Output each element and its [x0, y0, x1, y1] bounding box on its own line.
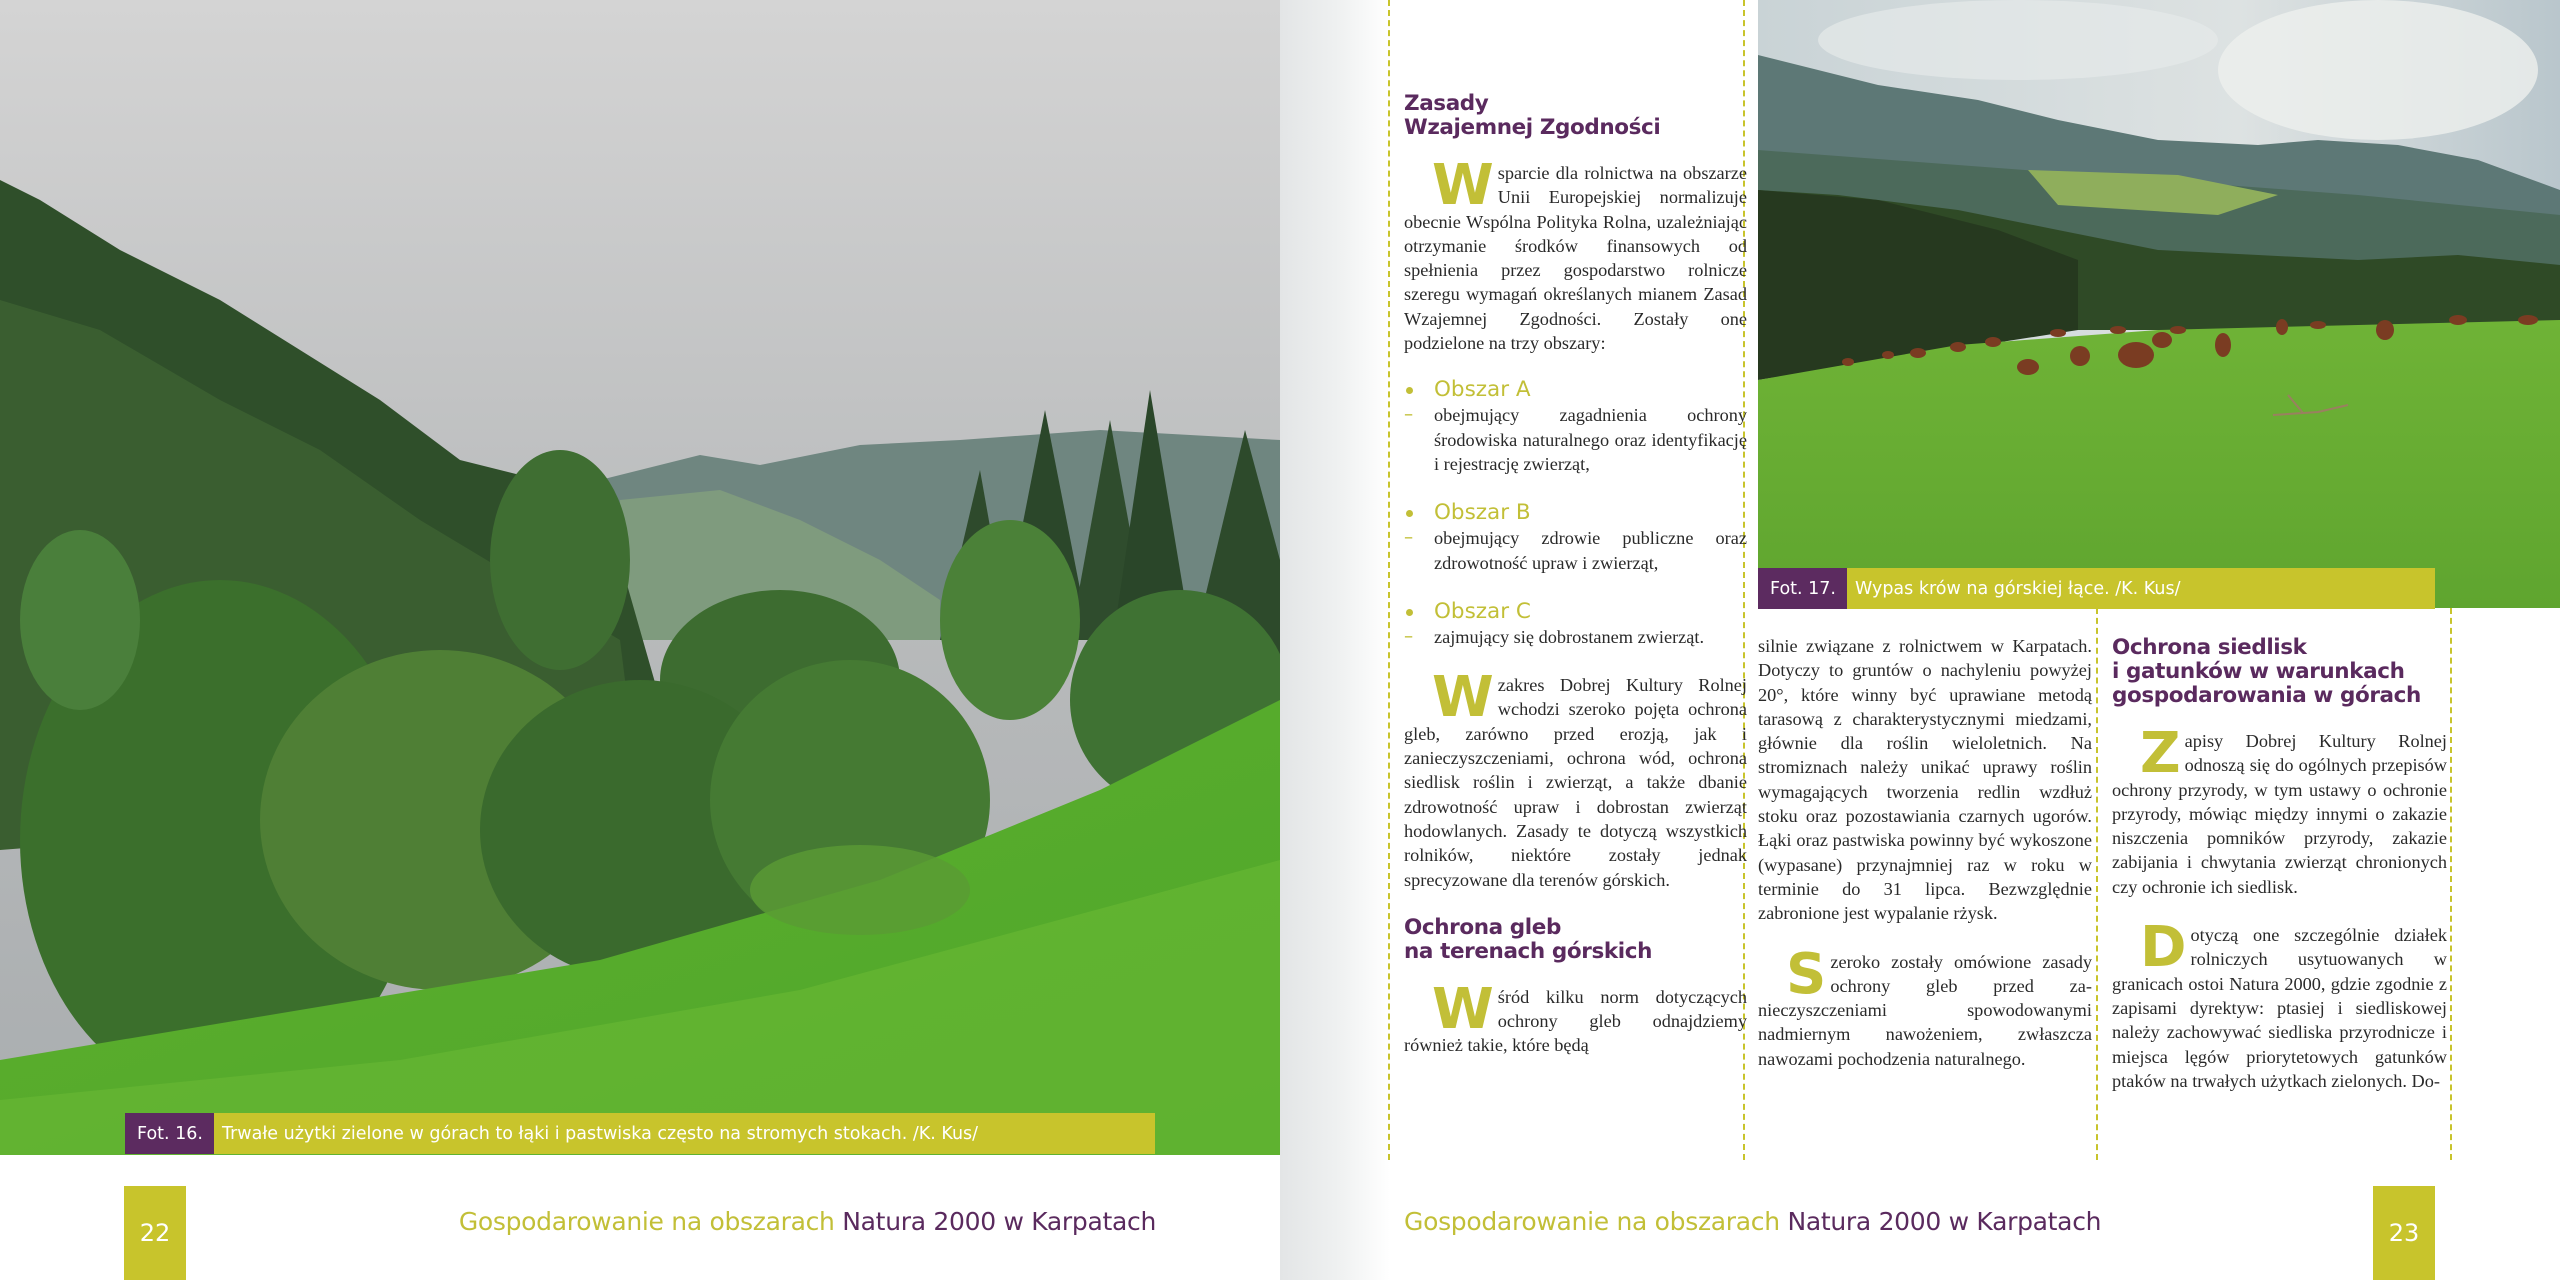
photo-mountain-valley-icon [0, 0, 1280, 1155]
section-heading-zasady [1404, 92, 1747, 140]
caption-text: Trwałe użytki zielone w górach to łąki i pastwiska często na stromych stokach. /K. Kus/ [214, 1113, 1155, 1154]
photo-cows-meadow [1758, 0, 2560, 608]
area-text-body: obejmujący zagadnienia ochrony środowiska naturalnego oraz identyfikację i rejestrację zwierząt, [1434, 405, 1747, 474]
heading-line: i gatunków w warunkach [2112, 659, 2405, 684]
heading-line: Ochrona siedlisk [2112, 635, 2307, 660]
running-title-part2: Natura 2000 w Karpatach [842, 1207, 1156, 1236]
running-title-part1: Gospodarowanie na obszarach [458, 1207, 835, 1236]
area-text [1404, 403, 1747, 476]
running-title-part1: Gospodarowanie na obszarach [1404, 1207, 1780, 1236]
column-rule [2450, 608, 2452, 1160]
gutter-shadow [1280, 0, 1390, 1280]
area-title [1404, 500, 1747, 526]
page-23 [1280, 0, 2560, 1280]
running-title [459, 1207, 1156, 1236]
paragraph [2112, 721, 2447, 899]
running-title-part2: Natura 2000 w Karpatach [1787, 1207, 2102, 1236]
caption-label: Fot. 16. [125, 1113, 214, 1154]
caption-label: Fot. 17. [1758, 568, 1847, 609]
bullet-icon [1406, 609, 1413, 616]
drop-cap: S [1786, 941, 1827, 1007]
heading-line: Zasady [1404, 91, 1489, 116]
drop-cap: W [1432, 153, 1494, 218]
area-title [1404, 599, 1747, 625]
area-text [1404, 625, 1747, 649]
paragraph-text: zakres Dobrej Kultury Rolnej wchodzi szeroko pojęta ochrona gleb, zarówno przed erozją, jak i zanieczyszczeniami, ochrona wód, ochrona siedlisk roślin i zwierząt, a także dbanie zdrowotność upraw i dobrostan zwierząt hodowlanych. Zasady te dotyczą wszystkich rolników, niektóre zostały jednak sprecyzowane dla terenów górskich. [1404, 675, 1747, 890]
paragraph: silnie związane z rolnictwem w Karpatach. Dotyczy to gruntów o nachyleniu powyżej 20°, które winny być uprawiane metodą tarasową z charakterystycznymi miedzami, głównie dla roślin wieloletnich. Na stromiznach należy unikać uprawy roślin wymagających tworzenia redlin wzdłuż stoku oraz pozostawiania czarnych ugorów. Łąki oraz pastwiska powinny być wykoszone (wypasane) przynajmniej raz w roku w terminie do 31 lipca. Bezwzględnie zabronione jest wypalanie rżysk. [1758, 636, 2092, 924]
paragraph [1758, 941, 2092, 1071]
paragraph-text: apisy Dobrej Kultury Rolnej odnoszą się do ogólnych przepisów ochrony przyrody, w tym ustawy o ochronie przyrody, mówiąc między innymi o zakazie niszczenia pomników przyrody, zakazie zabijania i chwytania zwierząt chronionych czy ochronie ich siedlisk. [2112, 731, 2447, 897]
paragraph [1404, 153, 1747, 355]
text-column-2 [1758, 634, 2092, 1071]
text-column-3 [2112, 636, 2447, 1093]
drop-cap: W [1432, 976, 1494, 1042]
heading-line: na terenach górskich [1404, 938, 1652, 964]
drop-cap: D [2140, 915, 2187, 981]
photo-mountain-valley [0, 0, 1280, 1155]
paragraph-text: sparcie dla rolnictwa na obszarze Unii Europejskiej normalizuje obecnie Wspólna Polityka Rolna, uzależniając otrzymanie środków finansowych od spełnienia przez gospodarstwo rolnicze szeregu wymagań określanych mianem Zasad Wzajemnej Zgodności. Zostały one podzielone na trzy obszary: [1404, 163, 1747, 354]
area-title [1404, 377, 1747, 403]
drop-cap: Z [2140, 721, 2181, 786]
bullet-icon [1406, 387, 1413, 394]
section-heading-ochrona-siedlisk [2112, 636, 2447, 708]
photo-cows-meadow-icon [1758, 0, 2560, 608]
area-title-text: Obszar C [1434, 598, 1531, 624]
heading-line: Ochrona gleb [1404, 914, 1561, 940]
area-text [1404, 526, 1747, 575]
area-list [1404, 377, 1747, 649]
page-number: 23 [2373, 1186, 2435, 1280]
paragraph-text: śród kilku norm dotyczących ochrony gleb odnajdziemy również takie, które będą [1404, 986, 1747, 1056]
running-title [1404, 1207, 2101, 1236]
dash-icon: – [1404, 625, 1414, 647]
drop-cap: W [1432, 665, 1494, 731]
photo-caption-16 [125, 1113, 1155, 1154]
paragraph-text: zeroko zostały omówione zasady ochrony gleb przed zanieczyszczeniami spowodowanymi nadmiernym nawożeniem, zwłaszcza nawozami pochodzenia naturalnego. [1758, 951, 2092, 1069]
paragraph [1404, 665, 1747, 892]
caption-text: Wypas krów na górskiej łące. /K. Kus/ [1847, 568, 2435, 609]
dash-icon: – [1404, 527, 1414, 549]
area-text-body: zajmujący się dobrostanem zwierząt. [1434, 626, 1705, 647]
heading-line: gospodarowania w górach [2112, 683, 2421, 708]
heading-line: Wzajemnej Zgodności [1404, 115, 1661, 140]
paragraph [2112, 915, 2447, 1093]
page-number: 22 [124, 1186, 186, 1280]
column-rule [2096, 608, 2098, 1160]
paragraph [1404, 976, 1747, 1058]
dash-icon: – [1404, 404, 1414, 426]
paragraph-text: otyczą one szczególnie działek rolniczych usytuowanych w granicach ostoi Natura 2000, gdzie zgodnie z zapisami dyrektyw: ptasiej i siedliskowej należy zachowywać siedliska przyrodnicze i miejsca lęgów priorytetowych gatunków ptaków na trwałych użytkach zielonych. Do- [2112, 925, 2447, 1091]
area-text-body: obejmujący zdrowie publiczne oraz zdrowotność upraw i zwierząt, [1434, 528, 1747, 573]
area-title-text: Obszar A [1434, 377, 1531, 403]
area-title-text: Obszar B [1434, 500, 1531, 526]
bullet-icon [1406, 510, 1413, 517]
section-heading-ochrona-gleb [1404, 916, 1747, 964]
column-rule [1388, 0, 1390, 1160]
photo-caption-17 [1758, 568, 2435, 609]
text-column-1 [1404, 92, 1747, 1058]
